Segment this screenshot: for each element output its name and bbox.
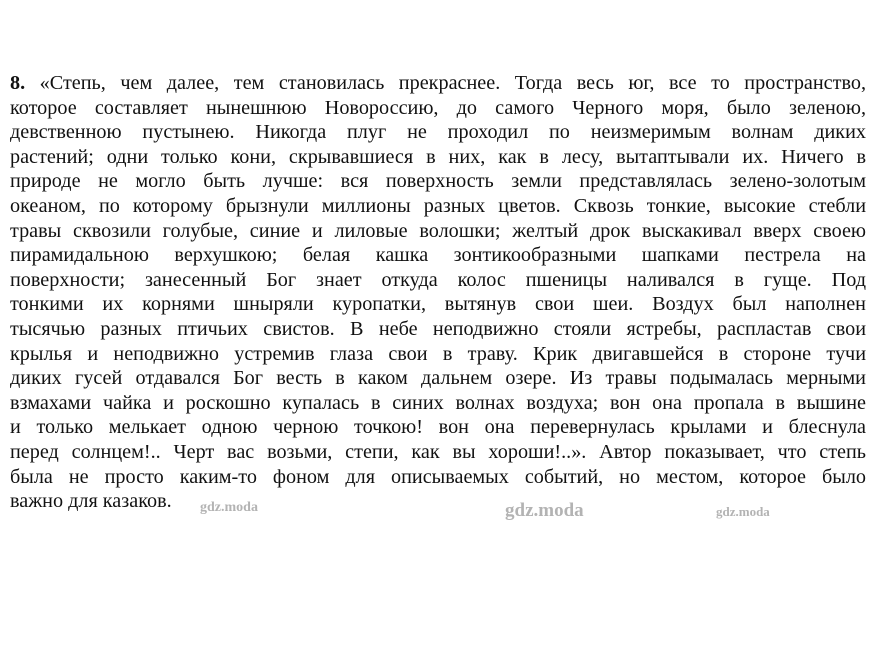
- text-line: океаном, по которому брызнули миллионы разных цветов. Сквозь тонкие, высокие стебли: [10, 194, 866, 217]
- text-line: перед солнцем!.. Черт вас возьми, степи, как вы хороши!..». Автор показывает, что степь: [10, 440, 866, 463]
- text-line: крылья и неподвижно устремив глаза свои в траву. Крик двигавшейся в стороне тучи: [10, 342, 866, 365]
- watermark: gdz.moda: [200, 500, 258, 515]
- text-line: растений; одни только кони, скрывавшиеся в них, как в лесу, вытаптывали их. Ничего в: [10, 145, 866, 168]
- text-line: важно для казаков.: [10, 490, 172, 513]
- text-line-content: «Степь, чем далее, тем становилась прекраснее. Тогда весь юг, все то пространство,: [25, 72, 866, 94]
- text-line: взмахами чайка и роскошно купалась в синих волнах воздуха; вон она пропала в вышине: [10, 391, 866, 414]
- text-line: природе не могло быть лучше: вся поверхность земли представлялась зелено-золотым: [10, 170, 866, 193]
- text-line: и только мелькает одною черною точкою! вон она перевернулась крылами и блеснула: [10, 416, 866, 439]
- text-line: тысячью разных птичьих свистов. В небе неподвижно стояли ястребы, распластав свои: [10, 317, 866, 340]
- text-line: диких гусей отдавался Бог весть в каком дальнем озере. Из травы подымалась мерными: [10, 367, 866, 390]
- text-line: травы сквозили голубые, синие и лиловые волошки; желтый дрок выскакивал вверх своею: [10, 219, 866, 242]
- answer-paragraph: [10, 71, 866, 514]
- item-number: 8.: [10, 72, 26, 94]
- text-line: [10, 71, 866, 96]
- text-line: пирамидальною верхушкою; белая кашка зонтикообразными шапками пестрела на: [10, 244, 866, 267]
- text-line: тонкими их корнями шныряли куропатки, вытянув свои шеи. Воздух был наполнен: [10, 293, 866, 316]
- watermark: gdz.moda: [716, 504, 770, 519]
- text-line: которое составляет нынешнюю Новороссию, до самого Черного моря, было зеленою,: [10, 96, 866, 119]
- text-line: была не просто каким-то фоном для описываемых событий, но местом, которое было: [10, 465, 866, 488]
- text-line: поверхности; занесенный Бог знает откуда колос пшеницы наливался в гуще. Под: [10, 268, 866, 291]
- text-line: девственною пустынею. Никогда плуг не проходил по неизмеримым волнам диких: [10, 121, 866, 144]
- watermark: gdz.moda: [505, 500, 584, 521]
